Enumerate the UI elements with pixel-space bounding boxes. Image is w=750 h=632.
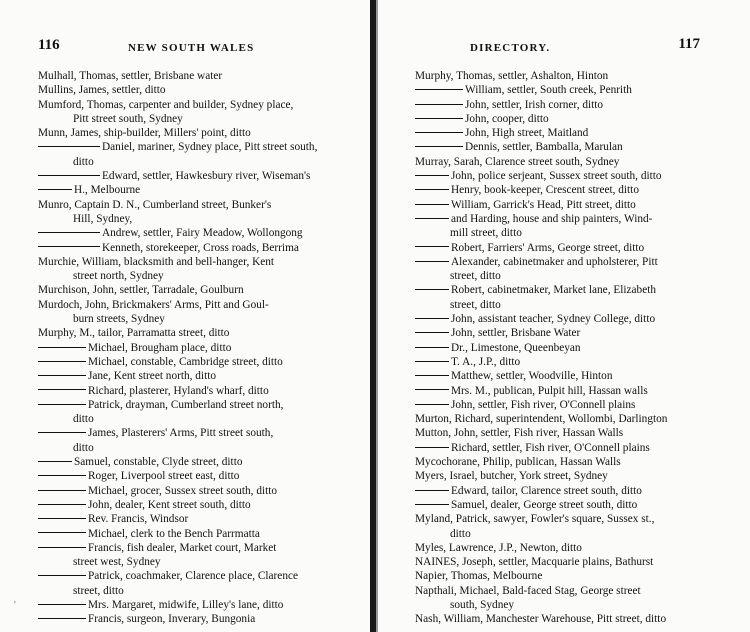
ditto-dash: [415, 146, 463, 147]
directory-entry: [415, 341, 717, 355]
entry-text: [38, 355, 338, 369]
directory-entry: [38, 183, 338, 197]
ditto-dash: [415, 118, 463, 119]
entry-text: [415, 441, 717, 455]
entry-line: Myers, Israel, butcher, York street, Sydney: [415, 470, 608, 483]
entry-line: south, Sydney: [450, 598, 515, 611]
entry-text: [38, 398, 338, 412]
directory-entry: [415, 126, 717, 140]
entry-line: Murchison, John, settler, Tarradale, Goulburn: [38, 284, 244, 297]
entry-line: Michael, Brougham place, ditto: [88, 341, 232, 354]
entry-text: [38, 341, 338, 355]
entry-line: John, cooper, ditto: [465, 112, 549, 125]
directory-entry: [38, 369, 338, 383]
ditto-dash: [415, 132, 463, 133]
entry-line: Jane, Kent street north, ditto: [88, 370, 217, 383]
ditto-dash: [38, 361, 86, 362]
ditto-dash: [415, 318, 449, 319]
entry-text: [415, 169, 717, 183]
ditto-dash: [38, 547, 86, 548]
entry-line: Dr., Limestone, Queenbeyan: [451, 341, 581, 354]
directory-entry: [415, 484, 717, 498]
entry-text: [38, 384, 338, 398]
entry-line: burn streets, Sydney: [73, 313, 165, 326]
directory-entry: [38, 241, 338, 255]
entry-text: [38, 255, 338, 269]
entry-text: [38, 183, 338, 197]
ditto-dash: [38, 404, 86, 405]
entry-text: [415, 412, 717, 426]
entry-line: T. A., J.P., ditto: [451, 355, 521, 368]
ditto-dash: [38, 518, 86, 519]
entry-text: [415, 569, 717, 583]
entry-line: Richard, plasterer, Hyland's wharf, ditto: [88, 384, 269, 397]
ditto-dash: [415, 347, 449, 348]
directory-entry: [415, 83, 717, 97]
entry-text: [38, 569, 338, 583]
entry-line: Michael, constable, Cambridge street, ditto: [88, 355, 283, 368]
directory-entry: [415, 512, 717, 541]
directory-entry: [38, 355, 338, 369]
directory-entry: [415, 212, 717, 241]
entry-text: [38, 83, 338, 97]
entry-line: Robert, Farriers' Arms, George street, ditto: [451, 241, 645, 254]
entry-line: street, ditto: [450, 270, 501, 283]
entry-line: Samuel, dealer, George street south, ditto: [451, 498, 638, 511]
entry-line: Murdoch, John, Brickmakers' Arms, Pitt and Goul-: [38, 298, 269, 311]
entry-text: [38, 169, 338, 183]
entry-text: [415, 541, 717, 555]
entry-text: [38, 498, 338, 512]
ditto-dash: [38, 175, 100, 176]
entry-text: [38, 98, 338, 112]
ditto-dash: [38, 532, 86, 533]
directory-entry: [38, 169, 338, 183]
entry-line: John, settler, Brisbane Water: [451, 327, 581, 340]
directory-entry: [38, 83, 338, 97]
right-page-number: 117: [678, 36, 700, 52]
entry-line: Murphy, M., tailor, Parramatta street, ditto: [38, 327, 230, 340]
entry-text: [415, 198, 717, 212]
ditto-dash: [415, 289, 449, 290]
entry-continuation: [38, 584, 338, 598]
entry-text: [38, 455, 338, 469]
directory-entry: [415, 326, 717, 340]
ditto-dash: [38, 575, 86, 576]
entry-line: Myland, Patrick, sawyer, Fowler's square, Sussex st.,: [415, 513, 655, 526]
entry-line: John, settler, Fish river, O'Connell plains: [451, 398, 636, 411]
entry-text: [415, 455, 717, 469]
ditto-dash: [38, 618, 86, 619]
entry-line: Robert, cabinetmaker, Market lane, Elizabeth: [451, 284, 656, 297]
directory-entry: [415, 169, 717, 183]
entry-text: [415, 255, 717, 269]
entry-continuation: [38, 312, 338, 326]
entry-text: [38, 226, 338, 240]
ditto-dash: [415, 504, 449, 505]
entry-text: [38, 198, 338, 212]
directory-entry: [415, 469, 717, 483]
directory-entry: [415, 384, 717, 398]
entry-text: [38, 469, 338, 483]
ditto-dash: [38, 461, 72, 462]
directory-entry: [415, 369, 717, 383]
entry-text: [415, 312, 717, 326]
ditto-dash: [415, 490, 449, 491]
entry-line: John, settler, Irish corner, ditto: [465, 98, 604, 111]
left-entry-list: [38, 69, 338, 627]
entry-line: street west, Sydney: [73, 556, 161, 569]
ditto-dash: [415, 89, 463, 90]
entry-text: [38, 326, 338, 340]
directory-entry: [38, 326, 338, 340]
entry-text: [38, 298, 338, 312]
entry-line: Francis, surgeon, Inverary, Bungonia: [88, 613, 256, 626]
ditto-dash: [415, 375, 449, 376]
entry-line: Murray, Sarah, Clarence street south, Sydney: [415, 155, 620, 168]
entry-continuation: [38, 212, 338, 226]
entry-text: [415, 584, 717, 598]
directory-entry: [38, 298, 338, 327]
ditto-dash: [415, 204, 449, 205]
entry-line: Kenneth, storekeeper, Cross roads, Berrima: [102, 241, 299, 254]
entry-text: [38, 126, 338, 140]
directory-entry: [38, 612, 338, 626]
entry-text: [415, 155, 717, 169]
entry-line: Francis, fish dealer, Market court, Market: [88, 541, 277, 554]
directory-entry: [38, 527, 338, 541]
entry-line: Edward, settler, Hawkesbury river, Wiseman's: [102, 170, 311, 183]
entry-text: [415, 398, 717, 412]
entry-text: [415, 384, 717, 398]
ditto-dash: [38, 389, 86, 390]
entry-line: street north, Sydney: [73, 270, 164, 283]
entry-line: Mumford, Thomas, carpenter and builder, Sydney place,: [38, 98, 294, 111]
entry-text: [415, 369, 717, 383]
entry-line: Samuel, constable, Clyde street, ditto: [74, 456, 243, 469]
directory-entry: [38, 98, 338, 127]
entry-text: [415, 83, 717, 97]
entry-text: [415, 241, 717, 255]
ditto-dash: [38, 189, 72, 190]
directory-entry: [38, 126, 338, 140]
right-page: [378, 0, 750, 632]
entry-line: James, Plasterers' Arms, Pitt street south,: [88, 427, 274, 440]
entry-continuation: [415, 527, 717, 541]
ditto-dash: [415, 218, 449, 219]
entry-line: Mullins, James, settler, ditto: [38, 84, 166, 97]
entry-line: mill street, ditto: [450, 227, 522, 240]
directory-entry: [38, 512, 338, 526]
entry-text: [38, 612, 338, 626]
left-page-header: [0, 37, 372, 62]
ditto-dash: [415, 361, 449, 362]
entry-text: [38, 140, 338, 154]
directory-entry: [415, 355, 717, 369]
entry-line: and Harding, house and ship painters, Wind-: [451, 212, 653, 225]
entry-line: Hill, Sydney,: [73, 212, 133, 225]
directory-entry: [38, 384, 338, 398]
entry-text: [415, 283, 717, 297]
directory-entry: [38, 140, 338, 169]
entry-line: Pitt street south, Sydney: [73, 112, 183, 125]
directory-entry: [38, 198, 338, 227]
entry-line: street, ditto: [73, 584, 124, 597]
entry-line: William, settler, South creek, Penrith: [465, 84, 632, 97]
directory-entry: [38, 569, 338, 598]
entry-line: Nash, William, Manchester Warehouse, Pitt street, ditto: [415, 613, 667, 626]
entry-line: Munn, James, ship-builder, Millers' point, ditto: [38, 127, 251, 140]
directory-entry: [415, 255, 717, 284]
ditto-dash: [38, 347, 86, 348]
directory-entry: [415, 183, 717, 197]
entry-line: Rev. Francis, Windsor: [88, 513, 189, 526]
entry-line: ditto: [73, 155, 94, 168]
entry-text: [38, 283, 338, 297]
entry-line: Mulhall, Thomas, settler, Brisbane water: [38, 70, 223, 82]
directory-entry: [38, 598, 338, 612]
entry-text: [415, 126, 717, 140]
directory-entry: [38, 541, 338, 570]
ditto-dash: [415, 332, 449, 333]
directory-entry: [415, 498, 717, 512]
directory-entry: [415, 98, 717, 112]
left-running-head: NEW SOUTH WALES: [128, 42, 255, 54]
entry-text: [415, 612, 717, 626]
ditto-dash: [415, 447, 449, 448]
right-running-head: DIRECTORY.: [470, 42, 551, 54]
entry-line: Edward, tailor, Clarence street south, ditto: [451, 484, 642, 497]
entry-line: Alexander, cabinetmaker and upholsterer, Pitt: [451, 255, 658, 268]
ditto-dash: [38, 490, 86, 491]
entry-line: ditto: [73, 413, 94, 426]
directory-entry: [415, 241, 717, 255]
entry-continuation: [415, 598, 717, 612]
entry-line: Munro, Captain D. N., Cumberland street, Bunker's: [38, 198, 272, 211]
directory-entry: [38, 341, 338, 355]
directory-entry: [38, 498, 338, 512]
entry-text: [38, 527, 338, 541]
entry-text: [38, 541, 338, 555]
directory-entry: [415, 69, 717, 83]
entry-text: [415, 426, 717, 440]
directory-entry: [415, 412, 717, 426]
entry-line: Richard, settler, Fish river, O'Connell plains: [451, 441, 650, 454]
entry-text: [38, 426, 338, 440]
directory-entry: [415, 283, 717, 312]
entry-text: [415, 98, 717, 112]
entry-text: [415, 512, 717, 526]
left-page-mark: ': [14, 600, 16, 611]
ditto-dash: [415, 389, 449, 390]
entry-line: Murphy, Thomas, settler, Ashalton, Hinton: [415, 70, 609, 82]
entry-line: Daniel, mariner, Sydney place, Pitt street south,: [102, 141, 318, 154]
entry-text: [38, 69, 338, 83]
ditto-dash: [415, 189, 449, 190]
entry-text: [38, 598, 338, 612]
entry-text: [415, 341, 717, 355]
entry-line: ditto: [450, 527, 471, 540]
entry-text: [415, 112, 717, 126]
entry-line: John, High street, Maitland: [465, 127, 589, 140]
directory-entry: [415, 426, 717, 440]
directory-entry: [415, 541, 717, 555]
entry-line: Patrick, drayman, Cumberland street north,: [88, 398, 284, 411]
directory-entry: [415, 612, 717, 626]
left-page: [0, 0, 372, 632]
ditto-dash: [38, 475, 86, 476]
entry-line: John, assistant teacher, Sydney College, ditto: [451, 313, 656, 326]
ditto-dash: [415, 404, 449, 405]
entry-line: Matthew, settler, Woodville, Hinton: [451, 370, 613, 383]
entry-text: [415, 469, 717, 483]
directory-entry: [38, 283, 338, 297]
entry-line: Henry, book-keeper, Crescent street, ditto: [451, 184, 639, 197]
entry-continuation: [38, 112, 338, 126]
ditto-dash: [38, 432, 86, 433]
entry-line: Mutton, John, settler, Fish river, Hassan Walls: [415, 427, 624, 440]
entry-text: [38, 512, 338, 526]
directory-entry: [415, 398, 717, 412]
directory-entry: [415, 441, 717, 455]
entry-continuation: [415, 226, 717, 240]
entry-line: John, police serjeant, Sussex street south, ditto: [451, 170, 662, 183]
entry-line: William, Garrick's Head, Pitt street, ditto: [451, 198, 636, 211]
entry-line: Murchie, William, blacksmith and bell-hanger, Kent: [38, 255, 275, 268]
entry-line: Mycochorane, Philip, publican, Hassan Walls: [415, 456, 621, 469]
directory-entry: [38, 469, 338, 483]
directory-entry: [38, 255, 338, 284]
right-page-header: [378, 36, 750, 62]
ditto-dash: [415, 175, 449, 176]
ditto-dash: [38, 375, 86, 376]
directory-entry: [415, 198, 717, 212]
directory-entry: [38, 455, 338, 469]
entry-text: [38, 369, 338, 383]
entry-text: [415, 498, 717, 512]
ditto-dash: [38, 604, 86, 605]
entry-line: Andrew, settler, Fairy Meadow, Wollongong: [102, 227, 303, 240]
entry-continuation: [38, 555, 338, 569]
entry-line: Patrick, coachmaker, Clarence place, Clarence: [88, 570, 298, 583]
directory-entry: [415, 312, 717, 326]
ditto-dash: [38, 146, 100, 147]
left-page-number: 116: [38, 37, 60, 53]
entry-line: Mrs. Margaret, midwife, Lilley's lane, ditto: [88, 598, 284, 611]
directory-entry: [38, 426, 338, 455]
directory-entry: [415, 555, 717, 569]
directory-entry: [415, 112, 717, 126]
entry-continuation: [38, 269, 338, 283]
directory-entry: [415, 455, 717, 469]
ditto-dash: [38, 232, 100, 233]
entry-line: Michael, grocer, Sussex street south, ditto: [88, 484, 278, 497]
ditto-dash: [415, 104, 463, 105]
entry-line: Murton, Richard, superintendent, Wollombi, Darlington: [415, 413, 668, 426]
entry-text: [415, 183, 717, 197]
ditto-dash: [38, 504, 86, 505]
entry-text: [415, 140, 717, 154]
directory-entry: [415, 569, 717, 583]
entry-line: Myles, Lawrence, J.P., Newton, ditto: [415, 541, 582, 554]
entry-continuation: [38, 412, 338, 426]
entry-line: ditto: [73, 441, 94, 454]
entry-text: [38, 241, 338, 255]
entry-text: [415, 484, 717, 498]
entry-line: Roger, Liverpool street east, ditto: [88, 470, 240, 483]
entry-continuation: [415, 269, 717, 283]
entry-line: Napthali, Michael, Bald-faced Stag, George street: [415, 584, 641, 597]
right-entry-list: [415, 69, 717, 627]
entry-text: [415, 212, 717, 226]
ditto-dash: [38, 246, 100, 247]
entry-continuation: [38, 441, 338, 455]
entry-line: NAINES, Joseph, settler, Macquarie plains, Bathurst: [415, 556, 654, 569]
entry-line: Michael, clerk to the Bench Parrmatta: [88, 527, 260, 540]
ditto-dash: [415, 261, 449, 262]
entry-text: [415, 69, 717, 83]
entry-text: [38, 484, 338, 498]
directory-entry: [415, 140, 717, 154]
entry-text: [415, 355, 717, 369]
entry-text: [415, 326, 717, 340]
entry-continuation: [415, 298, 717, 312]
entry-line: H., Melbourne: [74, 184, 141, 197]
directory-entry: [38, 398, 338, 427]
entry-line: street, ditto: [450, 298, 501, 311]
entry-line: Dennis, settler, Bamballa, Marulan: [465, 141, 623, 154]
entry-line: John, dealer, Kent street south, ditto: [88, 498, 251, 511]
ditto-dash: [415, 246, 449, 247]
entry-text: [415, 555, 717, 569]
entry-continuation: [38, 155, 338, 169]
entry-line: Napier, Thomas, Melbourne: [415, 570, 543, 583]
entry-line: Mrs. M., publican, Pulpit hill, Hassan walls: [451, 384, 648, 397]
directory-entry: [38, 484, 338, 498]
directory-entry: [38, 226, 338, 240]
directory-entry: [38, 69, 338, 83]
directory-entry: [415, 155, 717, 169]
directory-entry: [415, 584, 717, 613]
